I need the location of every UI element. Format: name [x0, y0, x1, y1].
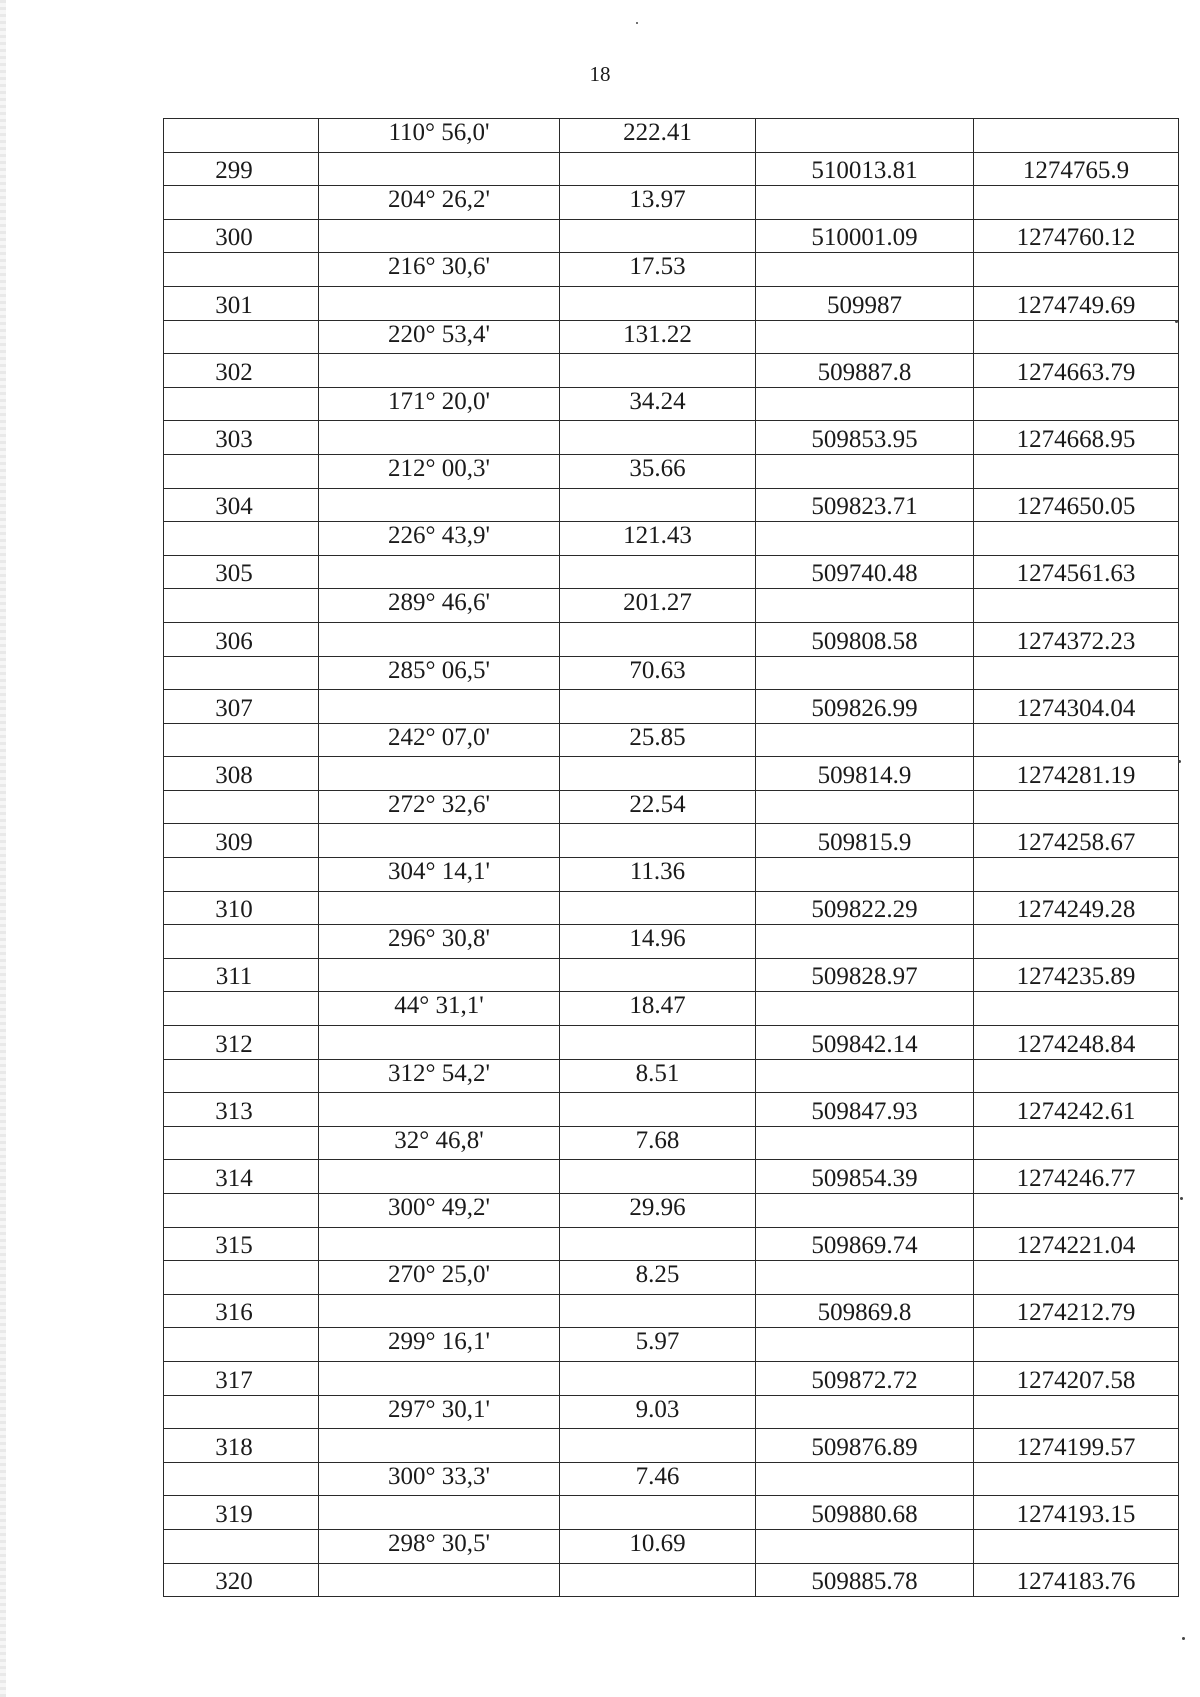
distance-cell	[560, 1093, 756, 1127]
bearing-cell	[319, 1429, 560, 1463]
x-coordinate-cell: 509814.9	[756, 757, 974, 791]
x-coordinate-cell	[756, 656, 974, 690]
point-number-cell	[164, 858, 319, 892]
bearing-cell: 220° 53,4'	[319, 320, 560, 354]
distance-cell: 5.97	[560, 1328, 756, 1362]
bearing-cell: 226° 43,9'	[319, 522, 560, 556]
bearing-cell: 171° 20,0'	[319, 387, 560, 421]
point-number-cell	[164, 119, 319, 153]
distance-cell	[560, 1160, 756, 1194]
point-number-cell	[164, 1462, 319, 1496]
y-coordinate-cell: 1274242.61	[974, 1093, 1179, 1127]
distance-cell	[560, 1026, 756, 1060]
x-coordinate-cell: 509876.89	[756, 1429, 974, 1463]
coordinates-table	[163, 118, 1179, 1597]
point-row	[164, 286, 1179, 320]
point-number-cell	[164, 1194, 319, 1228]
y-coordinate-cell	[974, 1328, 1179, 1362]
point-number-cell	[164, 1395, 319, 1429]
x-coordinate-cell	[756, 1395, 974, 1429]
x-coordinate-cell: 509828.97	[756, 958, 974, 992]
bearing-cell	[319, 1496, 560, 1530]
distance-cell	[560, 958, 756, 992]
distance-cell	[560, 354, 756, 388]
scan-speck	[1178, 760, 1181, 763]
y-coordinate-cell	[974, 522, 1179, 556]
distance-cell	[560, 690, 756, 724]
distance-cell: 8.25	[560, 1261, 756, 1295]
bearing-cell	[319, 219, 560, 253]
x-coordinate-cell: 510013.81	[756, 152, 974, 186]
x-coordinate-cell	[756, 1328, 974, 1362]
x-coordinate-cell: 509987	[756, 286, 974, 320]
y-coordinate-cell: 1274246.77	[974, 1160, 1179, 1194]
y-coordinate-cell: 1274561.63	[974, 555, 1179, 589]
bearing-cell: 204° 26,2'	[319, 186, 560, 220]
x-coordinate-cell: 509808.58	[756, 622, 974, 656]
point-number-cell	[164, 320, 319, 354]
distance-cell	[560, 824, 756, 858]
y-coordinate-cell	[974, 992, 1179, 1026]
segment-row	[164, 1126, 1179, 1160]
x-coordinate-cell: 510001.09	[756, 219, 974, 253]
bearing-cell	[319, 1160, 560, 1194]
bearing-cell	[319, 824, 560, 858]
bearing-cell	[319, 1026, 560, 1060]
y-coordinate-cell	[974, 454, 1179, 488]
y-coordinate-cell	[974, 1462, 1179, 1496]
x-coordinate-cell: 509853.95	[756, 421, 974, 455]
distance-cell: 29.96	[560, 1194, 756, 1228]
x-coordinate-cell: 509880.68	[756, 1496, 974, 1530]
bearing-cell: 300° 49,2'	[319, 1194, 560, 1228]
x-coordinate-cell	[756, 790, 974, 824]
point-number-cell: 302	[164, 354, 319, 388]
bearing-cell	[319, 1227, 560, 1261]
bearing-cell: 216° 30,6'	[319, 253, 560, 287]
coordinates-table-body	[164, 119, 1179, 1597]
point-row	[164, 488, 1179, 522]
bearing-cell	[319, 286, 560, 320]
distance-cell	[560, 1294, 756, 1328]
x-coordinate-cell	[756, 992, 974, 1026]
bearing-cell: 44° 31,1'	[319, 992, 560, 1026]
distance-cell: 14.96	[560, 925, 756, 959]
segment-row	[164, 1529, 1179, 1563]
bearing-cell	[319, 555, 560, 589]
y-coordinate-cell	[974, 858, 1179, 892]
bearing-cell	[319, 622, 560, 656]
point-number-cell: 311	[164, 958, 319, 992]
point-number-cell: 315	[164, 1227, 319, 1261]
point-row	[164, 1294, 1179, 1328]
x-coordinate-cell: 509869.8	[756, 1294, 974, 1328]
point-number-cell: 318	[164, 1429, 319, 1463]
distance-cell: 222.41	[560, 119, 756, 153]
point-number-cell: 304	[164, 488, 319, 522]
point-number-cell	[164, 186, 319, 220]
page-number	[0, 62, 1200, 87]
point-row	[164, 1026, 1179, 1060]
point-row	[164, 1496, 1179, 1530]
segment-row	[164, 1194, 1179, 1228]
segment-row	[164, 1261, 1179, 1295]
segment-row	[164, 790, 1179, 824]
point-number-cell: 309	[164, 824, 319, 858]
distance-cell	[560, 891, 756, 925]
point-number-cell: 317	[164, 1361, 319, 1395]
y-coordinate-cell: 1274235.89	[974, 958, 1179, 992]
y-coordinate-cell	[974, 1126, 1179, 1160]
distance-cell: 35.66	[560, 454, 756, 488]
bearing-cell: 297° 30,1'	[319, 1395, 560, 1429]
point-number-cell: 300	[164, 219, 319, 253]
y-coordinate-cell	[974, 186, 1179, 220]
point-number-cell: 320	[164, 1563, 319, 1597]
x-coordinate-cell: 509854.39	[756, 1160, 974, 1194]
distance-cell: 11.36	[560, 858, 756, 892]
y-coordinate-cell: 1274650.05	[974, 488, 1179, 522]
distance-cell: 13.97	[560, 186, 756, 220]
x-coordinate-cell	[756, 387, 974, 421]
scan-speck	[1180, 1197, 1183, 1200]
y-coordinate-cell: 1274212.79	[974, 1294, 1179, 1328]
distance-cell: 201.27	[560, 589, 756, 623]
y-coordinate-cell: 1274248.84	[974, 1026, 1179, 1060]
point-number-cell	[164, 1059, 319, 1093]
segment-row	[164, 387, 1179, 421]
bearing-cell	[319, 958, 560, 992]
bearing-cell: 212° 00,3'	[319, 454, 560, 488]
point-number-cell	[164, 454, 319, 488]
y-coordinate-cell	[974, 1529, 1179, 1563]
x-coordinate-cell	[756, 1059, 974, 1093]
distance-cell: 17.53	[560, 253, 756, 287]
x-coordinate-cell: 509822.29	[756, 891, 974, 925]
x-coordinate-cell: 509869.74	[756, 1227, 974, 1261]
point-row	[164, 824, 1179, 858]
point-row	[164, 690, 1179, 724]
x-coordinate-cell	[756, 925, 974, 959]
point-row	[164, 219, 1179, 253]
distance-cell: 22.54	[560, 790, 756, 824]
y-coordinate-cell: 1274193.15	[974, 1496, 1179, 1530]
y-coordinate-cell: 1274207.58	[974, 1361, 1179, 1395]
x-coordinate-cell	[756, 723, 974, 757]
segment-row	[164, 589, 1179, 623]
bearing-cell	[319, 757, 560, 791]
distance-cell: 9.03	[560, 1395, 756, 1429]
bearing-cell: 296° 30,8'	[319, 925, 560, 959]
point-row	[164, 152, 1179, 186]
bearing-cell: 298° 30,5'	[319, 1529, 560, 1563]
point-number-cell	[164, 790, 319, 824]
segment-row	[164, 1462, 1179, 1496]
segment-row	[164, 1395, 1179, 1429]
x-coordinate-cell	[756, 186, 974, 220]
point-number-cell: 299	[164, 152, 319, 186]
bearing-cell: 289° 46,6'	[319, 589, 560, 623]
y-coordinate-cell	[974, 253, 1179, 287]
distance-cell: 34.24	[560, 387, 756, 421]
x-coordinate-cell	[756, 320, 974, 354]
point-number-cell: 313	[164, 1093, 319, 1127]
bearing-cell	[319, 690, 560, 724]
x-coordinate-cell: 509815.9	[756, 824, 974, 858]
point-row	[164, 1361, 1179, 1395]
y-coordinate-cell: 1274199.57	[974, 1429, 1179, 1463]
bearing-cell: 272° 32,6'	[319, 790, 560, 824]
bearing-cell	[319, 1093, 560, 1127]
point-number-cell	[164, 1126, 319, 1160]
segment-row	[164, 656, 1179, 690]
bearing-cell: 32° 46,8'	[319, 1126, 560, 1160]
point-number-cell	[164, 387, 319, 421]
x-coordinate-cell	[756, 589, 974, 623]
distance-cell: 10.69	[560, 1529, 756, 1563]
distance-cell	[560, 1361, 756, 1395]
y-coordinate-cell	[974, 1194, 1179, 1228]
point-number-cell	[164, 723, 319, 757]
point-row	[164, 757, 1179, 791]
point-row	[164, 1093, 1179, 1127]
distance-cell: 131.22	[560, 320, 756, 354]
point-number-cell	[164, 522, 319, 556]
point-row	[164, 555, 1179, 589]
scan-speck	[636, 22, 638, 24]
x-coordinate-cell	[756, 454, 974, 488]
x-coordinate-cell: 509823.71	[756, 488, 974, 522]
y-coordinate-cell: 1274183.76	[974, 1563, 1179, 1597]
point-number-cell	[164, 1261, 319, 1295]
x-coordinate-cell: 509826.99	[756, 690, 974, 724]
segment-row	[164, 186, 1179, 220]
distance-cell	[560, 286, 756, 320]
bearing-cell: 110° 56,0'	[319, 119, 560, 153]
segment-row	[164, 320, 1179, 354]
point-number-cell: 319	[164, 1496, 319, 1530]
point-number-cell: 305	[164, 555, 319, 589]
y-coordinate-cell: 1274663.79	[974, 354, 1179, 388]
bearing-cell: 242° 07,0'	[319, 723, 560, 757]
point-number-cell: 312	[164, 1026, 319, 1060]
y-coordinate-cell	[974, 119, 1179, 153]
point-row	[164, 1563, 1179, 1597]
bearing-cell	[319, 152, 560, 186]
x-coordinate-cell	[756, 1529, 974, 1563]
point-number-cell: 310	[164, 891, 319, 925]
distance-cell: 70.63	[560, 656, 756, 690]
bearing-cell: 270° 25,0'	[319, 1261, 560, 1295]
y-coordinate-cell: 1274749.69	[974, 286, 1179, 320]
x-coordinate-cell: 509887.8	[756, 354, 974, 388]
x-coordinate-cell: 509842.14	[756, 1026, 974, 1060]
y-coordinate-cell	[974, 1395, 1179, 1429]
point-row	[164, 421, 1179, 455]
distance-cell	[560, 1563, 756, 1597]
point-number-cell: 314	[164, 1160, 319, 1194]
point-row	[164, 354, 1179, 388]
y-coordinate-cell	[974, 589, 1179, 623]
distance-cell	[560, 1429, 756, 1463]
distance-cell	[560, 622, 756, 656]
y-coordinate-cell: 1274668.95	[974, 421, 1179, 455]
point-number-cell	[164, 925, 319, 959]
x-coordinate-cell	[756, 253, 974, 287]
segment-row	[164, 992, 1179, 1026]
y-coordinate-cell	[974, 387, 1179, 421]
point-row	[164, 958, 1179, 992]
y-coordinate-cell: 1274372.23	[974, 622, 1179, 656]
distance-cell	[560, 421, 756, 455]
distance-cell: 7.46	[560, 1462, 756, 1496]
point-number-cell	[164, 589, 319, 623]
point-row	[164, 891, 1179, 925]
y-coordinate-cell	[974, 1261, 1179, 1295]
bearing-cell	[319, 1294, 560, 1328]
y-coordinate-cell	[974, 1059, 1179, 1093]
y-coordinate-cell: 1274258.67	[974, 824, 1179, 858]
distance-cell	[560, 219, 756, 253]
x-coordinate-cell: 509740.48	[756, 555, 974, 589]
distance-cell	[560, 757, 756, 791]
bearing-cell: 312° 54,2'	[319, 1059, 560, 1093]
point-number-cell	[164, 1529, 319, 1563]
bearing-cell	[319, 421, 560, 455]
distance-cell: 25.85	[560, 723, 756, 757]
y-coordinate-cell	[974, 320, 1179, 354]
x-coordinate-cell: 509847.93	[756, 1093, 974, 1127]
point-row	[164, 622, 1179, 656]
point-number-cell: 306	[164, 622, 319, 656]
point-row	[164, 1429, 1179, 1463]
distance-cell	[560, 152, 756, 186]
bearing-cell	[319, 1563, 560, 1597]
distance-cell	[560, 488, 756, 522]
distance-cell	[560, 1496, 756, 1530]
segment-row	[164, 1328, 1179, 1362]
point-number-cell: 303	[164, 421, 319, 455]
point-number-cell	[164, 992, 319, 1026]
point-number-cell: 301	[164, 286, 319, 320]
distance-cell: 18.47	[560, 992, 756, 1026]
distance-cell: 7.68	[560, 1126, 756, 1160]
segment-row	[164, 858, 1179, 892]
segment-row	[164, 454, 1179, 488]
x-coordinate-cell	[756, 119, 974, 153]
x-coordinate-cell: 509872.72	[756, 1361, 974, 1395]
x-coordinate-cell: 509885.78	[756, 1563, 974, 1597]
distance-cell	[560, 555, 756, 589]
y-coordinate-cell: 1274281.19	[974, 757, 1179, 791]
point-number-cell	[164, 656, 319, 690]
bearing-cell	[319, 488, 560, 522]
segment-row	[164, 522, 1179, 556]
bearing-cell	[319, 1361, 560, 1395]
x-coordinate-cell	[756, 522, 974, 556]
y-coordinate-cell: 1274249.28	[974, 891, 1179, 925]
y-coordinate-cell	[974, 656, 1179, 690]
point-row	[164, 1160, 1179, 1194]
segment-row	[164, 723, 1179, 757]
y-coordinate-cell: 1274304.04	[974, 690, 1179, 724]
x-coordinate-cell	[756, 858, 974, 892]
y-coordinate-cell: 1274760.12	[974, 219, 1179, 253]
distance-cell: 121.43	[560, 522, 756, 556]
bearing-cell: 299° 16,1'	[319, 1328, 560, 1362]
y-coordinate-cell	[974, 790, 1179, 824]
point-number-cell: 308	[164, 757, 319, 791]
point-number-cell: 307	[164, 690, 319, 724]
bearing-cell	[319, 354, 560, 388]
y-coordinate-cell	[974, 723, 1179, 757]
distance-cell: 8.51	[560, 1059, 756, 1093]
point-number-cell	[164, 1328, 319, 1362]
y-coordinate-cell	[974, 925, 1179, 959]
page-number-text: 18	[589, 62, 611, 86]
segment-row	[164, 253, 1179, 287]
x-coordinate-cell	[756, 1261, 974, 1295]
bearing-cell	[319, 891, 560, 925]
bearing-cell: 285° 06,5'	[319, 656, 560, 690]
segment-row	[164, 925, 1179, 959]
distance-cell	[560, 1227, 756, 1261]
bearing-cell: 304° 14,1'	[319, 858, 560, 892]
point-number-cell	[164, 253, 319, 287]
x-coordinate-cell	[756, 1194, 974, 1228]
segment-row	[164, 119, 1179, 153]
y-coordinate-cell: 1274765.9	[974, 152, 1179, 186]
x-coordinate-cell	[756, 1462, 974, 1496]
bearing-cell: 300° 33,3'	[319, 1462, 560, 1496]
scan-speck	[1175, 320, 1178, 323]
segment-row	[164, 1059, 1179, 1093]
point-number-cell: 316	[164, 1294, 319, 1328]
x-coordinate-cell	[756, 1126, 974, 1160]
scan-edge-artifact	[0, 0, 6, 1697]
y-coordinate-cell: 1274221.04	[974, 1227, 1179, 1261]
scan-speck	[1182, 1637, 1185, 1640]
point-row	[164, 1227, 1179, 1261]
